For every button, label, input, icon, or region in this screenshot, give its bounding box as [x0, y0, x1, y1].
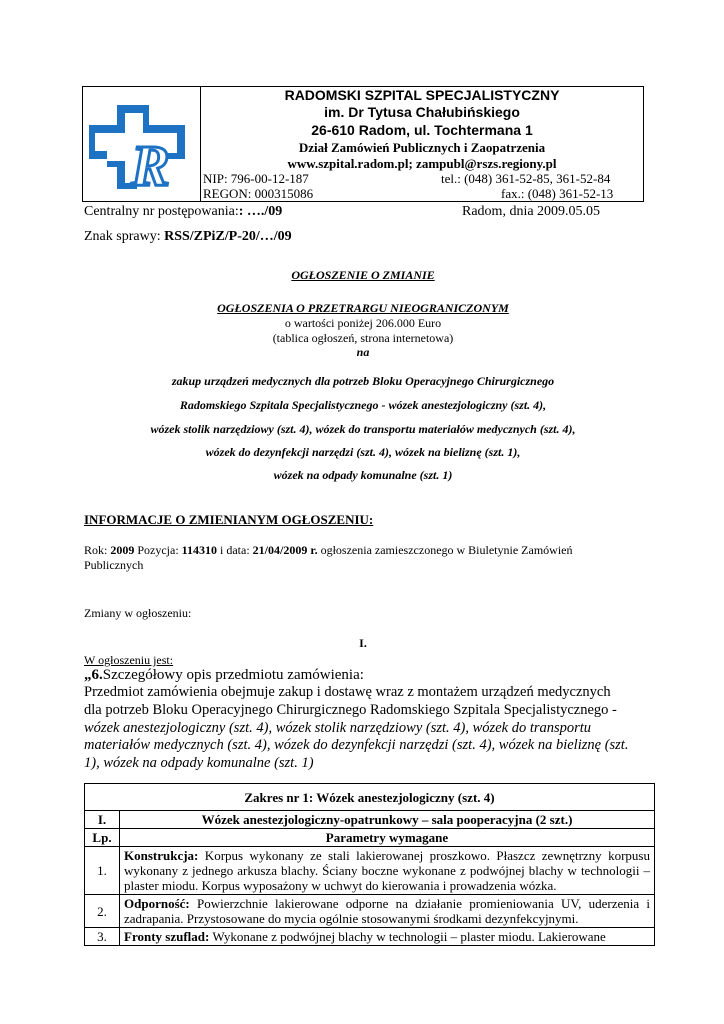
- table-header-row: [85, 829, 655, 847]
- value-line: o wartości poniżej 206.000 Euro: [284, 316, 442, 330]
- row-content: Konstrukcja: Korpus wykonany ze stali lakierowanej proszkowo. Płaszcz zewnętrzny korpusu wykonany z jednego arkusza blachy. Ściany boczne wykonane z podwójnej blachy w technologii – plaster miodu. Korpus wyposażony w uchwyt do kierowania i prowadzenia wózka.: [120, 847, 655, 895]
- hospital-logo: [83, 87, 201, 201]
- row-number: 3.: [85, 928, 120, 946]
- letterhead: [82, 86, 644, 202]
- cross-logo-icon: [87, 101, 195, 191]
- info-heading: INFORMACJE O ZMIENIANYM OGŁOSZENIU:: [84, 512, 374, 527]
- telephone: tel.: (048) 361-52-85, 361-52-84: [441, 171, 611, 186]
- regon: REGON: 000315086: [203, 186, 314, 201]
- info-line-2: Publicznych: [84, 558, 144, 572]
- italic-line-1: wózek anestezjologiczny (szt. 4), wózek stolik narzędziowy (szt. 4), wózek do transportu: [84, 720, 592, 736]
- department: Dział Zamówień Publicznych i Zaopatrzenia: [298, 140, 546, 155]
- hospital-address: 26-610 Radom, ul. Tochtermana 1: [311, 122, 533, 138]
- subject-line-4: wózek do dezynfekcji narzędzi (szt. 4), wózek na bieliznę (szt. 1),: [205, 445, 521, 459]
- case-number: Znak sprawy: RSS/ZPiZ/P-20/…/09: [84, 229, 292, 244]
- nip: NIP: 796-00-12-187: [203, 171, 309, 186]
- na-line: na: [356, 345, 370, 359]
- place-date: Radom, dnia 2009.05.05: [462, 204, 601, 219]
- row-content: Fronty szuflad: Wykonane z podwójnej blachy w technologii – plaster miodu. Lakierowane: [120, 928, 655, 946]
- subject-line-3: wózek stolik narzędziowy (szt. 4), wózek do transportu materiałów medycznych (szt. 4),: [150, 422, 576, 436]
- subject-line-1: zakup urządzeń medycznych dla potrzeb Bloku Operacyjnego Chirurgicznego: [171, 374, 555, 388]
- row-title: Wózek anestezjologiczny-opatrunkowy – sala pooperacyjna (2 szt.): [120, 811, 655, 829]
- web-email: www.szpital.radom.pl; zampubl@rszs.regiony.pl: [287, 156, 557, 171]
- subject-line-2: Radomskiego Szpitala Specjalistycznego - wózek anestezjologiczny (szt. 4),: [179, 398, 547, 412]
- specification-table: [84, 783, 655, 946]
- table-row: [85, 811, 655, 829]
- is-label: W ogłoszeniu jest:: [84, 653, 174, 667]
- announcement-subtitle: OGŁOSZENIA O PRZETRARGU NIEOGRANICZONYM: [217, 301, 509, 315]
- row-number: 2.: [85, 895, 120, 928]
- body-line-1: Przedmiot zamówienia obejmuje zakup i dostawę wraz z montażem urządzeń medycznych: [84, 684, 611, 700]
- row-number: I.: [85, 811, 120, 829]
- table-row: [85, 847, 655, 895]
- body-line-2: dla potrzeb Bloku Operacyjnego Chirurgicznego Radomskiego Szpitala Specjalistycznego -: [84, 702, 617, 718]
- hospital-patron: im. Dr Tytusa Chałubińskiego: [324, 104, 520, 120]
- italic-line-2: materiałów medycznych (szt. 4), wózek do dezynfekcji narzędzi (szt. 4), wózek na bieliznę (szt.: [84, 737, 629, 753]
- lp-header: Lp.: [85, 829, 120, 847]
- table-title-row: [85, 784, 655, 811]
- info-line: Rok: 2009 Pozycja: 114310 i data: 21/04/2009 r. ogłoszenia zamieszczonego w Biuletynie Zamówień: [84, 543, 573, 557]
- changes-label: Zmiany w ogłoszeniu:: [84, 606, 192, 620]
- central-number: Centralny nr postępowania:: …./09: [84, 204, 283, 219]
- row-number: 1.: [85, 847, 120, 895]
- subject-line-5: wózek na odpady komunalne (szt. 1): [273, 468, 453, 482]
- svg-text:R: R: [131, 133, 170, 191]
- italic-line-3: 1), wózek na odpady komunalne (szt. 1): [84, 755, 314, 771]
- announcement-title: OGŁOSZENIE O ZMIANIE: [291, 268, 435, 282]
- table-row: [85, 928, 655, 946]
- section-number: I.: [359, 636, 367, 650]
- zakres-title: Zakres nr 1: Wózek anestezjologiczny (szt. 4): [85, 784, 655, 811]
- fax: fax.: (048) 361-52-13: [501, 186, 614, 201]
- point-heading: „6.Szczegółowy opis przedmiotu zamówienia:: [84, 667, 364, 683]
- params-header: Parametry wymagane: [120, 829, 655, 847]
- publication-line: (tablica ogłoszeń, strona internetowa): [272, 331, 454, 345]
- hospital-name: RADOMSKI SZPITAL SPECJALISTYCZNY: [284, 87, 560, 103]
- table-row: [85, 895, 655, 928]
- row-content: Odporność: Powierzchnie lakierowane odporne na działanie promieniowania UV, uderzenia i zadrapania. Przystosowane do mycia ogólnie stosowanymi środkami dezynfekcyjnymi.: [120, 895, 655, 928]
